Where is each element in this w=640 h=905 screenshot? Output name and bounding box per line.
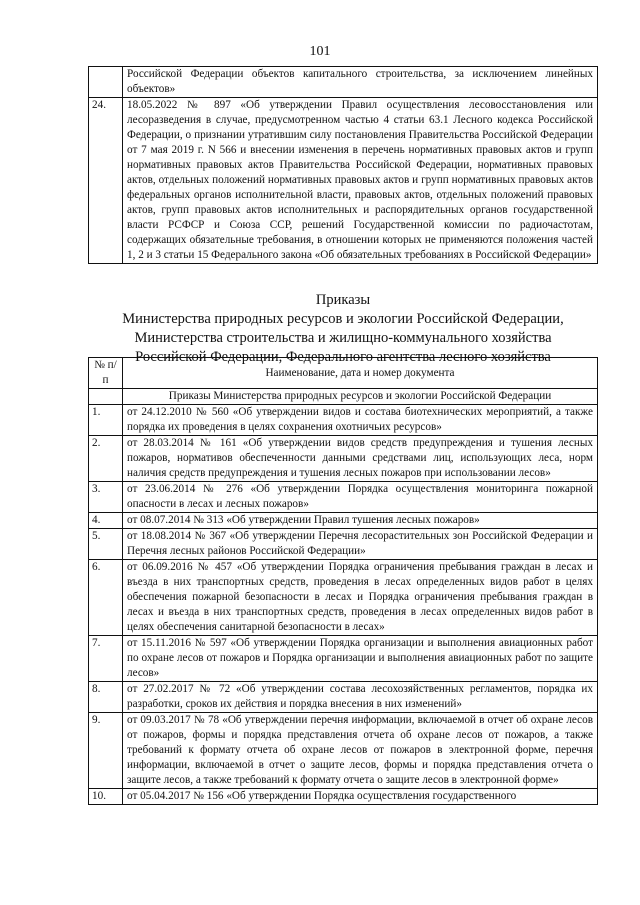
section-subtitle-line: Министерства строительства и жилищно-коммунального хозяйства [134, 330, 552, 346]
table-row [89, 513, 598, 529]
table-row [89, 98, 598, 264]
section-subtitle-line: Российской Федерации, Федерального агентства лесного хозяйства [135, 349, 551, 365]
row-number [89, 67, 123, 98]
row-number: 8. [89, 682, 123, 713]
table-subheading [89, 389, 598, 405]
section-subtitle-line: Министерства природных ресурсов и экологии Российской Федерации, [122, 311, 564, 327]
row-number: 5. [89, 529, 123, 560]
row-number: 10. [89, 789, 123, 805]
orders-table [88, 357, 598, 805]
table-row [89, 529, 598, 560]
row-number: 3. [89, 482, 123, 513]
table-row [89, 713, 598, 789]
section-heading [88, 291, 598, 367]
row-number: 6. [89, 560, 123, 636]
table-row [89, 67, 598, 98]
continued-table [88, 66, 598, 264]
row-text: от 27.02.2017 № 72 «Об утверждении состава лесохозяйственных регламентов, порядка их разработки, сроков их действия и порядка внесения в них изменений» [123, 682, 598, 713]
header-name: Наименование, дата и номер документа [123, 358, 598, 389]
row-text: 18.05.2022 № 897 «Об утверждении Правил осуществления лесовосстановления или лесоразведения в случае, предусмотренном частью 4 статьи 63.1 Лесного кодекса Российской Федерации, о признании утратившим силу постановления Правительства Российской Федерации от 7 мая 2019 г. N 566 и внесении изменения в перечень нормативных правовых актов и групп нормативных правовых актов Правительства Российской Федерации, нормативных правовых актов, отдельных положений нормативных правовых актов и групп нормативных правовых актов федеральных органов исполнительной власти, правовых актов, отдельных положений правовых актов, групп правовых актов исполнительных и распорядительных органов государственной власти РСФСР и Союза ССР, решений Государственной комиссии по радиочастотам, содержащих обязательные требования, в отношении которых не применяются положения частей 1, 2 и 3 статьи 15 Федерального закона «Об обязательных требованиях в Российской Федерации» [123, 98, 598, 264]
table-row [89, 482, 598, 513]
table-row [89, 560, 598, 636]
subheading-text: Приказы Министерства природных ресурсов и экологии Российской Федерации [123, 389, 598, 405]
row-text: от 06.09.2016 № 457 «Об утверждении Порядка ограничения пребывания граждан в лесах и въезда в них транспортных средств, проведения в лесах определенных видов работ в целях обеспечения пожарной безопасности в лесах и Порядка ограничения пребывания граждан в лесах и въезда в них транспортных средств, проведения в лесах определенных видов работ в целях обеспечения санитарной безопасности в лесах» [123, 560, 598, 636]
table-row [89, 636, 598, 682]
page-number: 101 [309, 44, 331, 59]
table-row [89, 436, 598, 482]
row-text: от 24.12.2010 № 560 «Об утверждении видов и состава биотехнических мероприятий, а также порядка их проведения в целях сохранения охотничьих ресурсов» [123, 405, 598, 436]
row-number: 2. [89, 436, 123, 482]
row-text: Российской Федерации объектов капитального строительства, за исключением линейных объектов» [123, 67, 598, 98]
table-header [89, 358, 598, 389]
row-text: от 28.03.2014 № 161 «Об утверждении видов средств предупреждения и тушения лесных пожаров, нормативов обеспеченности данными средствами лиц, использующих леса, норм наличия средств предупреждения и тушения лесных пожаров при использовании лесов» [123, 436, 598, 482]
row-number: 9. [89, 713, 123, 789]
row-text: от 05.04.2017 № 156 «Об утверждении Порядка осуществления государственного [123, 789, 598, 805]
section-title: Приказы [315, 292, 371, 308]
row-number: 7. [89, 636, 123, 682]
row-text: от 08.07.2014 № 313 «Об утверждении Правил тушения лесных пожаров» [123, 513, 598, 529]
row-text: от 23.06.2014 № 276 «Об утверждении Порядка осуществления мониторинга пожарной опасности в лесах и лесных пожаров» [123, 482, 598, 513]
row-text: от 09.03.2017 № 78 «Об утверждении перечня информации, включаемой в отчет об охране лесов от пожаров, формы и порядка представления отчета об охране лесов от пожаров, а также требований к формату отчета об охране лесов от пожаров в электронной форме, перечня информации, включаемой в отчет о защите лесов, формы и порядка представления отчета о защите лесов, а также требований к формату отчета о защите лесов в электронной форме» [123, 713, 598, 789]
row-text: от 15.11.2016 № 597 «Об утверждении Порядка организации и выполнения авиационных работ по охране лесов от пожаров и Порядка организации и выполнения авиационных работ по защите лесов» [123, 636, 598, 682]
header-number: № п/п [89, 358, 123, 389]
row-text: от 18.08.2014 № 367 «Об утверждении Перечня лесорастительных зон Российской Федерации и Перечня лесных районов Российской Федерации» [123, 529, 598, 560]
table-row [89, 682, 598, 713]
row-number: 1. [89, 405, 123, 436]
table-row [89, 789, 598, 805]
row-number: 24. [89, 98, 123, 264]
table-row [89, 405, 598, 436]
row-number: 4. [89, 513, 123, 529]
